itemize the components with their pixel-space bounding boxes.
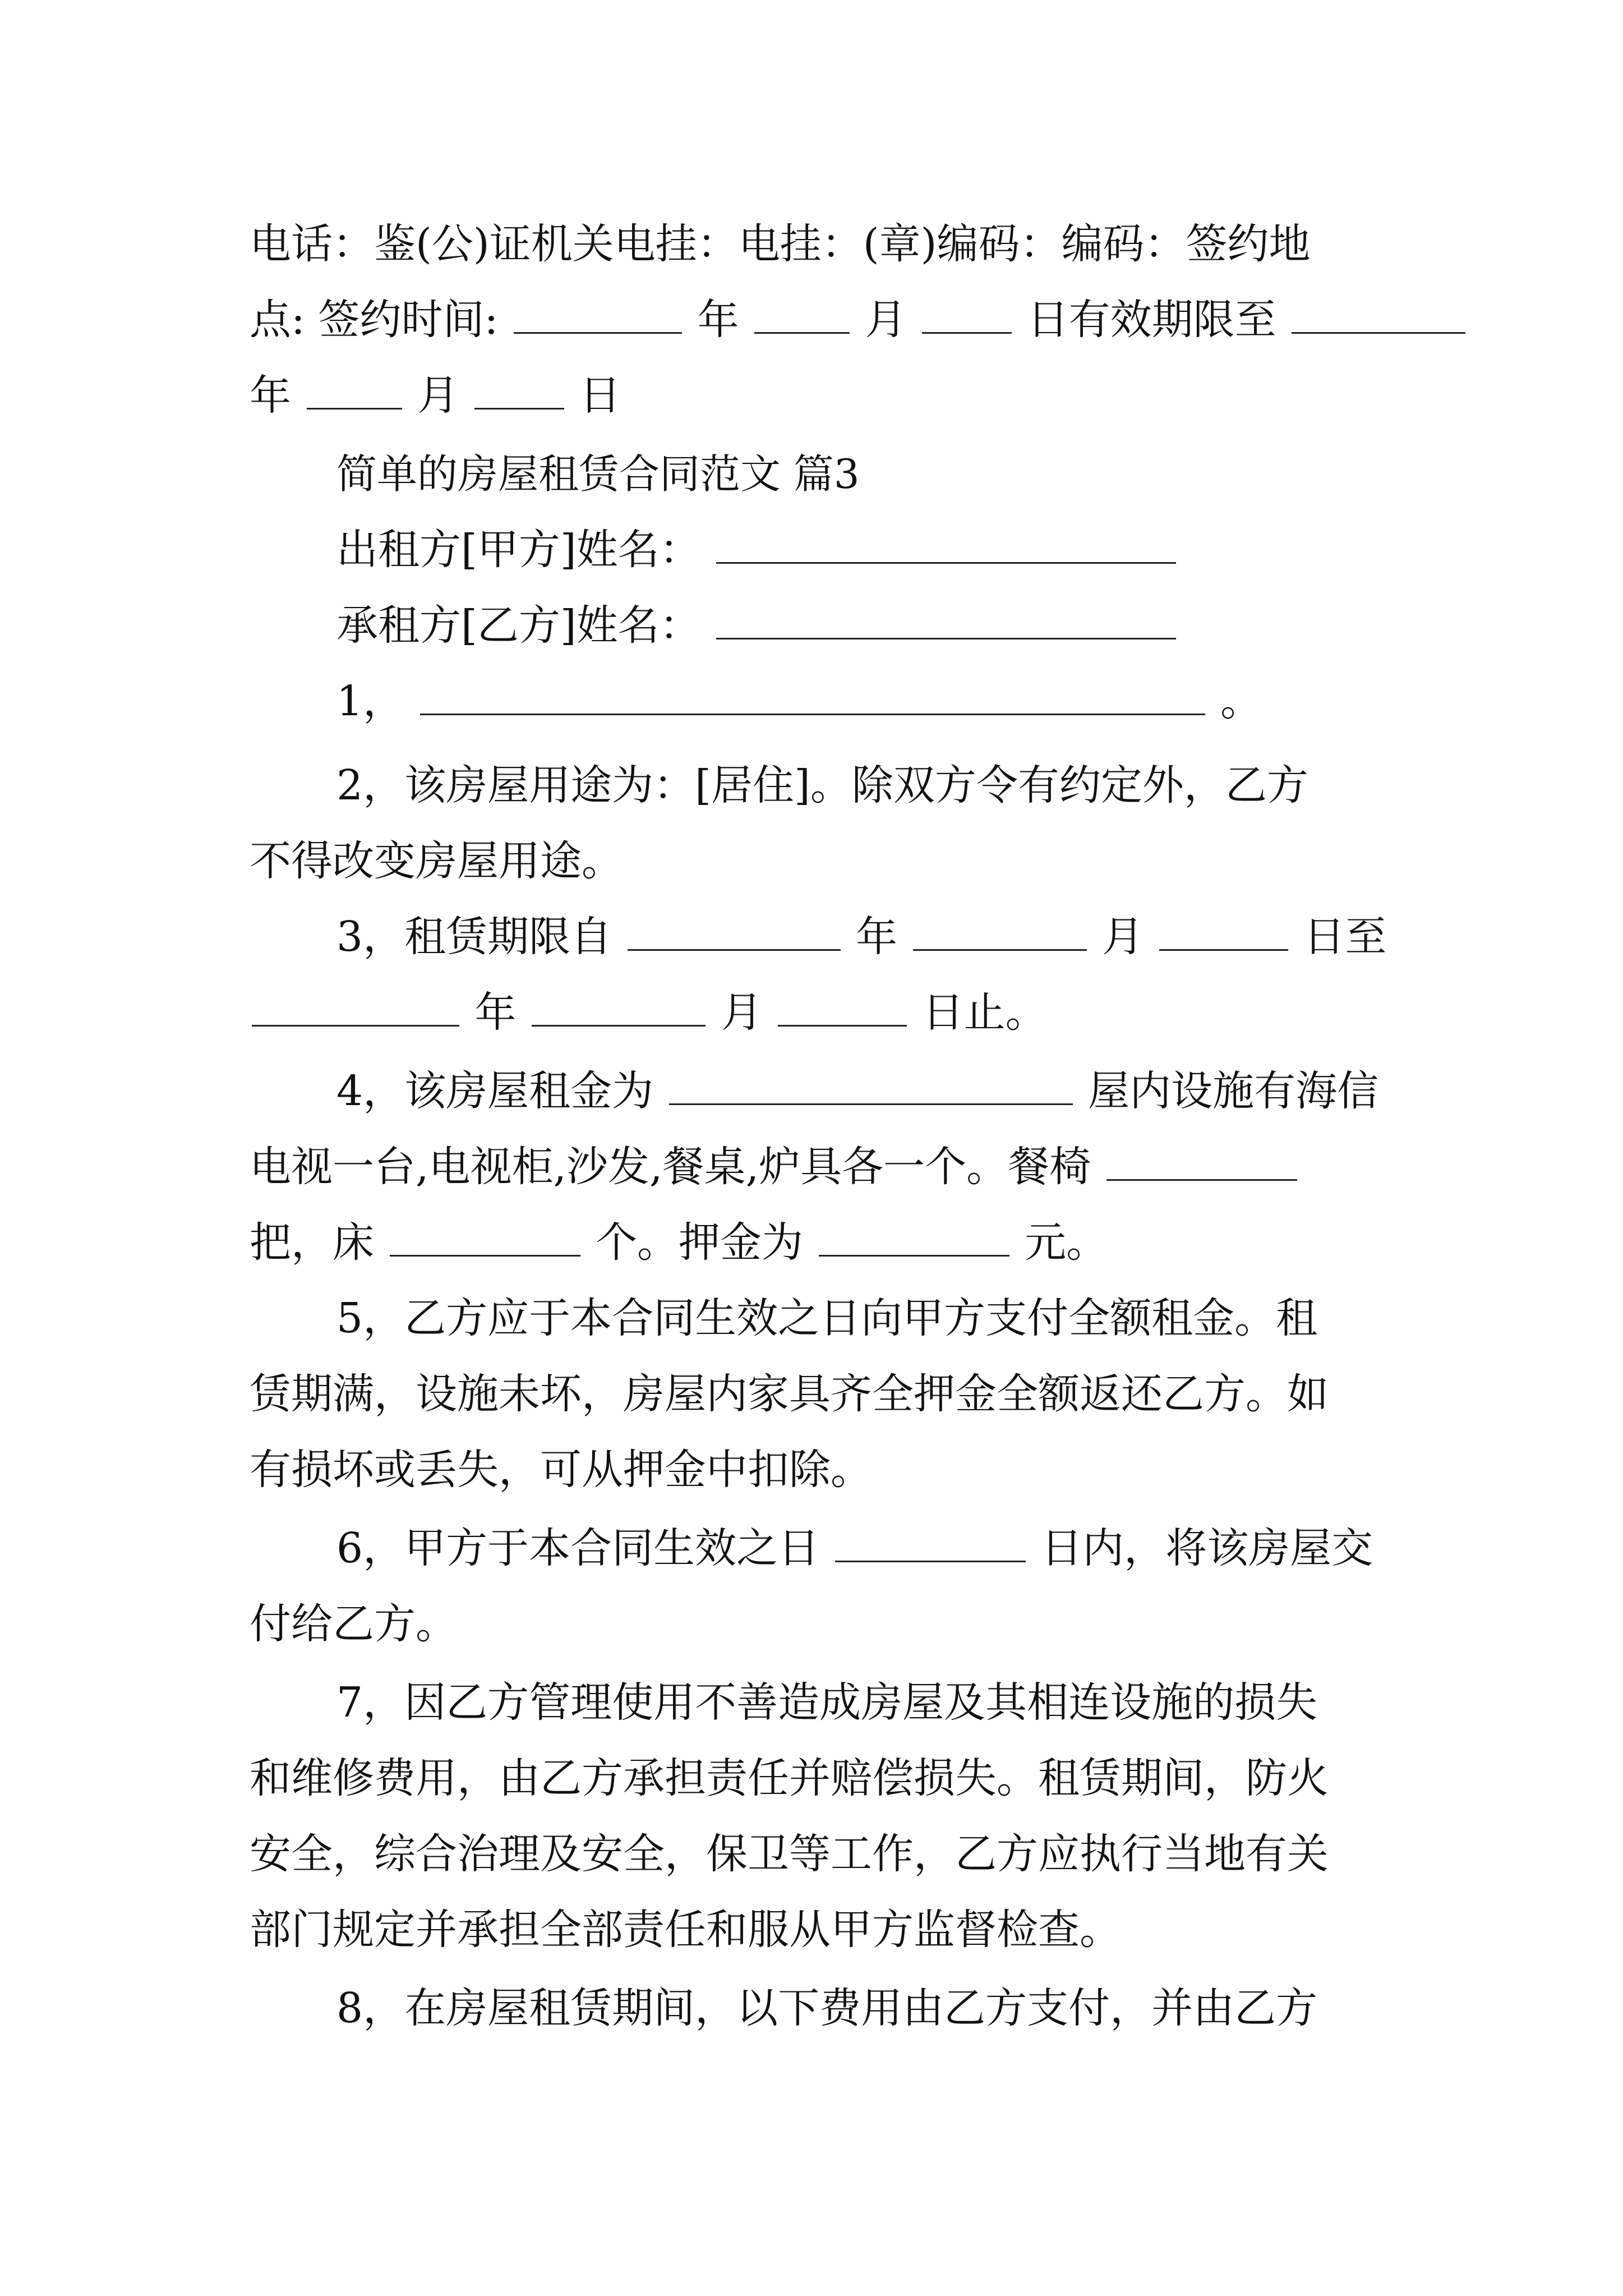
line-text: 赁期满，设施未坏，房屋内家具齐全押金全额返还乙方。如	[250, 1370, 1329, 1418]
line-text: 日	[579, 371, 621, 420]
line-text: 。	[1220, 677, 1262, 725]
blank-field	[1106, 1140, 1297, 1181]
clause-6-line-2	[250, 1596, 1388, 1652]
blank-field	[252, 986, 459, 1027]
clause-4-line-1	[336, 1063, 1388, 1119]
clause-7-line-1	[336, 1674, 1388, 1731]
line-text: 5，乙方应于本合同生效之日向甲方支付全额租金。租	[336, 1294, 1318, 1342]
blank-field	[628, 910, 841, 951]
text-line-2	[250, 292, 1388, 348]
line-text: 出租方[甲方]姓名：	[336, 526, 701, 574]
blank-field	[819, 1216, 1009, 1257]
blank-field	[913, 910, 1087, 951]
line-text: 安全，综合治理及安全，保卫等工作，乙方应执行当地有关	[250, 1830, 1329, 1878]
line-text: 把，床	[250, 1218, 374, 1267]
section-heading	[336, 446, 1388, 502]
blank-field	[514, 293, 682, 334]
line-text: 日内，将该房屋交	[1041, 1524, 1373, 1572]
line-text: 日止。	[922, 988, 1047, 1037]
text-line-3	[250, 367, 1388, 424]
clause-5-line-2	[250, 1366, 1388, 1422]
clause-4-line-2	[250, 1139, 1388, 1195]
clause-1	[336, 673, 1388, 729]
heading-text: 简单的房屋租赁合同范文 篇3	[336, 450, 860, 498]
line-text: 日有效期限至	[1027, 296, 1276, 344]
clause-5-line-1	[336, 1290, 1388, 1346]
line-text: 月	[1102, 913, 1144, 961]
clause-3-line-2	[250, 984, 1388, 1041]
clause-2-line-2	[250, 833, 1388, 889]
line-text: 不得改变房屋用途。	[250, 837, 623, 885]
line-text: 屋内设施有海信	[1088, 1067, 1379, 1115]
clause-4-line-3	[250, 1214, 1388, 1271]
line-text: 日至	[1303, 913, 1387, 961]
clause-7-line-3	[250, 1826, 1388, 1882]
line-text: 电视一台,电视柜,沙发,餐桌,炉具各一个。餐椅	[250, 1143, 1091, 1191]
line-text: 年	[697, 296, 739, 344]
line-text: 点: 签约时间:	[250, 296, 499, 344]
blank-field	[474, 369, 564, 409]
clause-6-line-1	[336, 1520, 1388, 1576]
lessee-name-blank	[716, 599, 1176, 639]
line-text: 承租方[乙方]姓名：	[336, 601, 701, 650]
line-text: 年	[250, 371, 291, 420]
blank-field	[420, 674, 1205, 715]
lessor-name-line	[336, 522, 1388, 578]
text-line-1	[250, 216, 1388, 272]
line-text: 年	[856, 913, 898, 961]
line-text: 8，在房屋租赁期间，以下费用由乙方支付，并由乙方	[336, 1984, 1318, 2032]
blank-field	[778, 986, 907, 1027]
blank-field	[835, 1521, 1026, 1562]
blank-field	[754, 293, 850, 334]
line-text: 电话：鉴(公)证机关电挂：电挂：(章)编码：编码：签约地	[250, 220, 1311, 268]
line-text: 月	[721, 988, 763, 1037]
blank-field	[532, 986, 706, 1027]
line-text: 年	[474, 988, 517, 1037]
line-text: 月	[865, 296, 907, 344]
blank-field	[1292, 293, 1465, 334]
line-text: 1，	[336, 677, 405, 725]
line-text: 4，该房屋租金为	[336, 1067, 654, 1115]
line-text: 月	[417, 371, 459, 420]
clause-7-line-2	[250, 1750, 1388, 1806]
blank-field	[1159, 910, 1288, 951]
blank-field	[922, 293, 1012, 334]
line-text: 部门规定并承担全部责任和服从甲方监督检查。	[250, 1906, 1121, 1954]
line-text: 和维修费用，由乙方承担责任并赔偿损失。租赁期间，防火	[250, 1754, 1329, 1802]
lessor-name-blank	[716, 523, 1176, 564]
line-text: 3，租赁期限自	[336, 913, 612, 961]
clause-2-line-1	[336, 757, 1388, 813]
blank-field	[390, 1216, 580, 1257]
line-text: 付给乙方。	[250, 1600, 457, 1648]
clause-5-line-3	[250, 1442, 1388, 1498]
line-text: 个。押金为	[596, 1218, 804, 1267]
line-text: 2，该房屋用途为：[居住]。除双方令有约定外，乙方	[336, 761, 1308, 809]
line-text: 6，甲方于本合同生效之日	[336, 1524, 820, 1572]
clause-8-line-1	[336, 1980, 1388, 2036]
lessee-name-line	[336, 597, 1388, 654]
clause-7-line-4	[250, 1902, 1388, 1958]
clause-3-line-1	[336, 909, 1388, 965]
blank-field	[669, 1064, 1073, 1105]
blank-field	[307, 369, 402, 409]
line-text: 有损坏或丢失，可从押金中扣除。	[250, 1446, 872, 1494]
line-text: 7，因乙方管理使用不善造成房屋及其相连设施的损失	[336, 1678, 1318, 1727]
line-text: 元。	[1025, 1218, 1108, 1267]
